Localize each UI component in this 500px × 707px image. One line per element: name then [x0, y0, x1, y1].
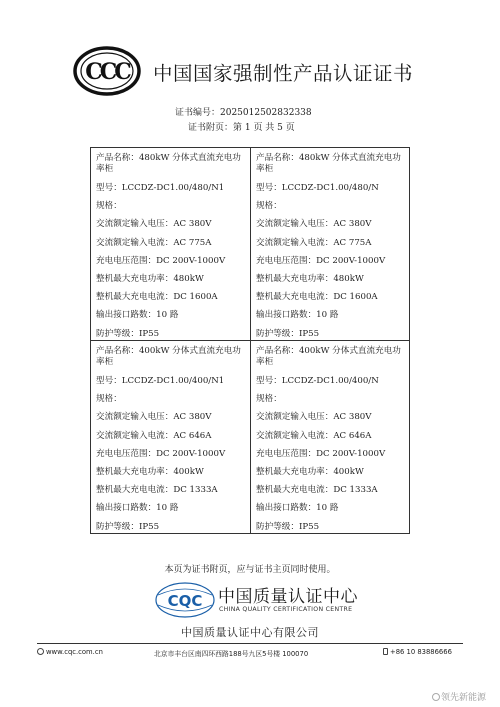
spec-line: 输出接口路数：10 路	[256, 503, 339, 514]
spec-line: 输出接口路数：10 路	[256, 310, 339, 321]
footer-address: 北京市丰台区南四环西路188号九区5号楼 100070	[154, 650, 309, 658]
product-cell	[251, 341, 410, 534]
product-model: 型号：LCCDZ-DC1.00/480/N1	[96, 183, 225, 193]
spec-line: 充电电压范围：DC 200V-1000V	[96, 255, 226, 266]
usage-note: 本页为证书附页，应与证书主页同时使用。	[164, 565, 336, 575]
org-name-en: CHINA QUALITY CERTIFICATION CENTRE	[219, 606, 353, 613]
certificate-page-info: 证书附页：第 1 页 共 5 页	[188, 123, 295, 133]
spec-line: 交流额定输入电流：AC 646A	[96, 430, 212, 441]
spec-label: 规格：	[256, 201, 282, 212]
spec-line: 交流额定输入电流：AC 646A	[256, 430, 372, 441]
ccc-logo	[73, 46, 141, 96]
spec-line: 交流额定输入电压：AC 380V	[256, 412, 372, 423]
cqc-logo	[154, 581, 216, 619]
weibo-icon	[432, 693, 440, 701]
watermark-text: 领先新能源	[441, 693, 487, 703]
footer-tel	[383, 648, 452, 656]
spec-line: 防护等级：IP55	[256, 328, 320, 339]
spec-line: 交流额定输入电压：AC 380V	[96, 219, 212, 230]
spec-line: 防护等级：IP55	[256, 521, 320, 532]
page-title: 中国国家强制性产品认证证书	[153, 62, 414, 85]
spec-line: 整机最大充电电流：DC 1600A	[96, 292, 218, 303]
website-text: www.cqc.com.cn	[46, 648, 103, 656]
product-name: 产品名称：400kW 分体式直流充电功率柜	[256, 346, 401, 367]
product-cell	[91, 148, 251, 341]
svg-text:CQC: CQC	[167, 592, 203, 610]
spec-line: 整机最大充电功率：480kW	[256, 274, 364, 285]
footer-website[interactable]	[37, 648, 103, 656]
product-name: 产品名称：400kW 分体式直流充电功率柜	[96, 346, 241, 367]
spec-line: 充电电压范围：DC 200V-1000V	[256, 448, 386, 459]
spec-line: 防护等级：IP55	[96, 521, 160, 532]
spec-line: 输出接口路数：10 路	[96, 310, 179, 321]
spec-label: 规格：	[96, 394, 122, 405]
org-name-cn: 中国质量认证中心	[218, 587, 358, 607]
spec-label: 规格：	[96, 201, 122, 212]
product-model: 型号：LCCDZ-DC1.00/480/N	[256, 183, 379, 193]
product-name: 产品名称：480kW 分体式直流充电功率柜	[96, 153, 241, 174]
spec-line: 防护等级：IP55	[96, 328, 160, 339]
svg-text:CCC: CCC	[85, 59, 129, 85]
spec-label: 规格：	[256, 394, 282, 405]
issuer-name: 中国质量认证中心有限公司	[181, 626, 319, 639]
spec-line: 整机最大充电功率：400kW	[256, 467, 364, 478]
globe-icon	[37, 648, 44, 655]
product-name: 产品名称：480kW 分体式直流充电功率柜	[256, 153, 401, 174]
spec-line: 交流额定输入电压：AC 380V	[256, 219, 372, 230]
spec-line: 整机最大充电功率：400kW	[96, 467, 204, 478]
certificate-number: 证书编号：2025012502832338	[175, 108, 312, 118]
product-model: 型号：LCCDZ-DC1.00/400/N	[256, 376, 379, 386]
spec-line: 交流额定输入电流：AC 775A	[256, 237, 372, 248]
spec-line: 充电电压范围：DC 200V-1000V	[256, 255, 386, 266]
tel-text: +86 10 83886666	[390, 648, 452, 656]
phone-icon	[383, 648, 388, 655]
spec-line: 整机最大充电电流：DC 1600A	[256, 292, 378, 303]
spec-line: 整机最大充电功率：480kW	[96, 274, 204, 285]
spec-line: 整机最大充电电流：DC 1333A	[256, 485, 378, 496]
spec-line: 交流额定输入电压：AC 380V	[96, 412, 212, 423]
spec-line: 整机最大充电电流：DC 1333A	[96, 485, 218, 496]
product-table	[90, 147, 410, 534]
product-model: 型号：LCCDZ-DC1.00/400/N1	[96, 376, 225, 386]
spec-line: 充电电压范围：DC 200V-1000V	[96, 448, 226, 459]
spec-line: 交流额定输入电流：AC 775A	[96, 237, 212, 248]
product-cell	[91, 341, 251, 534]
footer-divider	[37, 643, 463, 644]
watermark	[432, 690, 486, 703]
spec-line: 输出接口路数：10 路	[96, 503, 179, 514]
product-cell	[251, 148, 410, 341]
